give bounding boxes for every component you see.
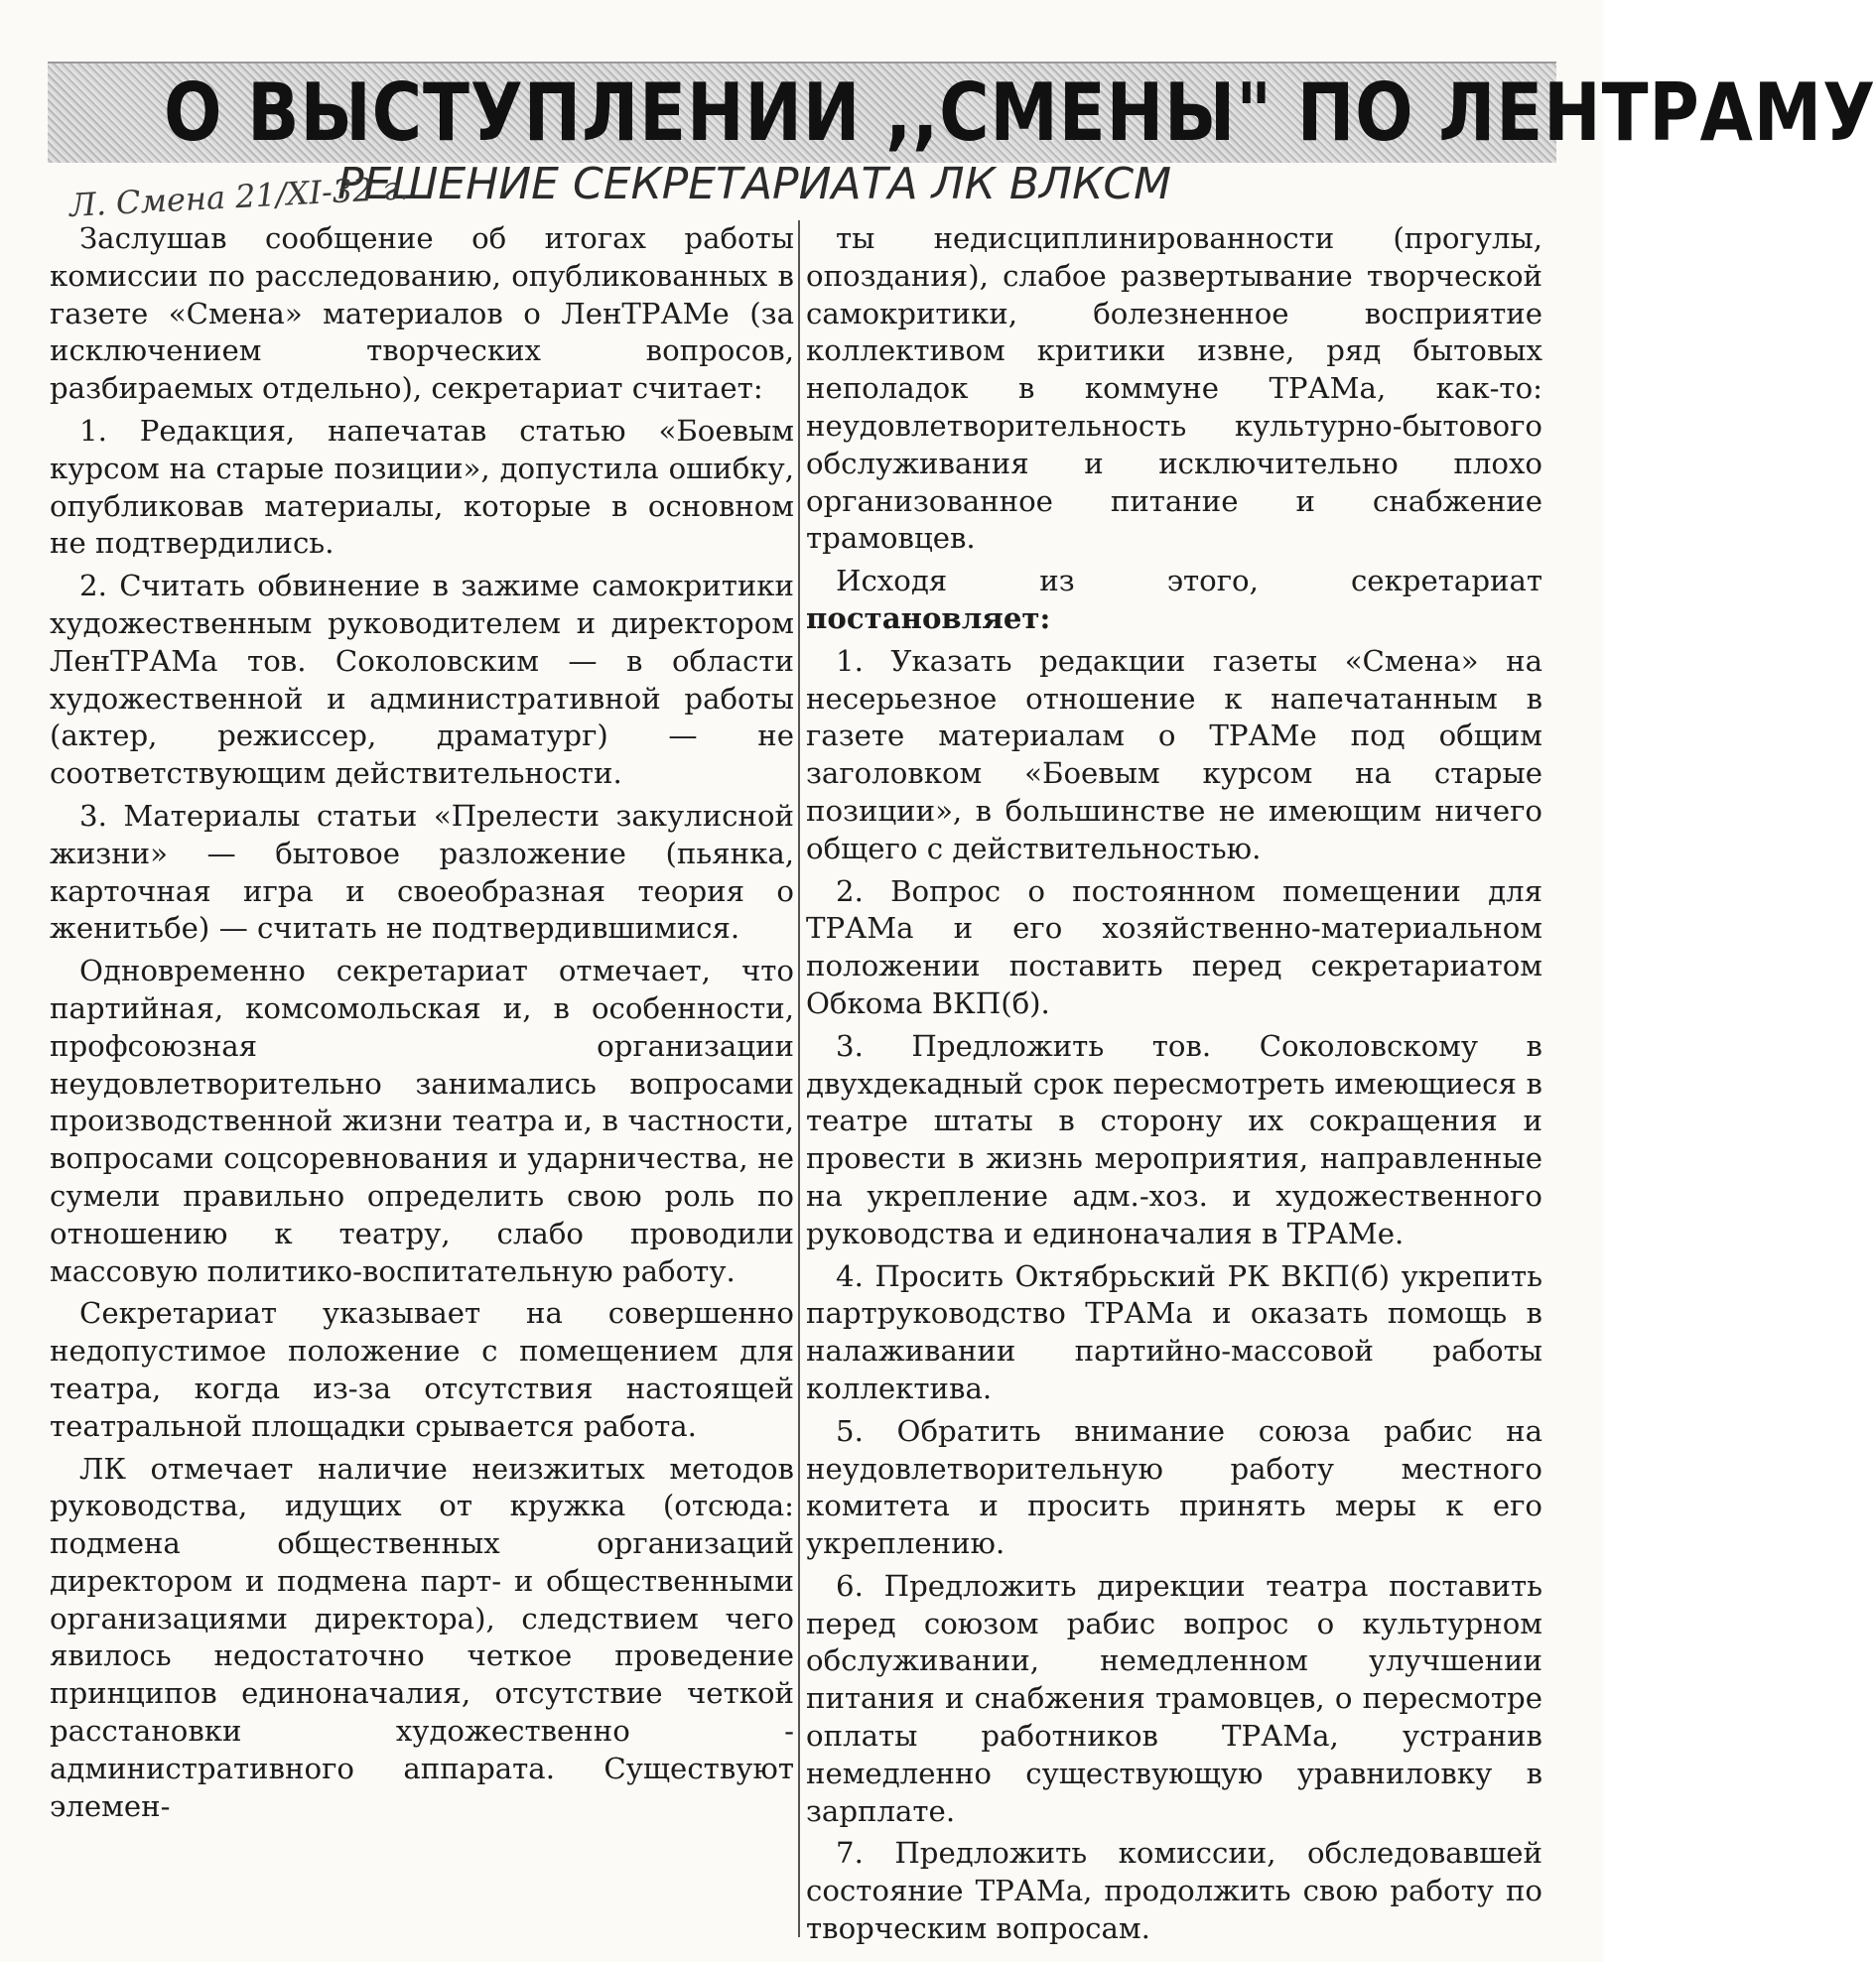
- paragraph: [806, 563, 1542, 638]
- paragraph: Секретариат указывает на совершенно недопустимое положение с помещением для театра, когда из-за отсутствия настоящей театральной площадки срывается работа.: [50, 1296, 794, 1443]
- paragraph: 5. Обратить внимание союза рабис на неудовлетворительную работу местного комитета и просить принять меры к его укреплению.: [806, 1413, 1542, 1561]
- paragraph-bold: постановляет:: [806, 600, 1051, 635]
- paragraph: ЛК отмечает наличие неизжитых методов руководства, идущих от кружка (отсюда: подмена общественных организаций директором и подмена парт- и общественными организациями директора), следствием чего явилось недостаточно четкое проведение принципов единоначалия, отсутствие четкой расстановки художественно - административного аппарата. Существуют элемен-: [50, 1451, 794, 1823]
- paragraph: 1. Редакция, напечатав статью «Боевым курсом на старые позиции», допустила ошибку, опубликовав материалы, которые в основном не подтвердились.: [50, 413, 794, 561]
- paragraph: Одновременно секретариат отмечает, что партийная, комсомольская и, в особенности, профсоюзная организации неудовлетворительно занимались вопросами производственной жизни театра и, в частности, вопросами соцсоревнования и ударничества, не сумели правильно определить свою роль по отношению к театру, слабо проводили массовую политико-воспитательную работу.: [50, 954, 794, 1288]
- article-subheadline: РЕШЕНИЕ СЕКРЕТАРИАТА ЛК ВЛКСМ: [337, 159, 1172, 209]
- paragraph: 2. Считать обвинение в зажиме самокритики художественным руководителем и директором ЛенТРАМа тов. Соколовским — в области художественной и административной работы (актер, режиссер, драматург) — не соответствующим действительности.: [50, 569, 794, 791]
- right-column: [806, 220, 1542, 1946]
- paragraph: 2. Вопрос о постоянном помещении для ТРАМа и его хозяйственно-материальном положении поставить перед секретариатом Обкома ВКП(б).: [806, 873, 1542, 1020]
- left-column: [50, 220, 794, 1937]
- paragraph: Заслушав сообщение об итогах работы комиссии по расследованию, опубликованных в газете «Смена» материалов о ЛенТРАМе (за исключением творческих вопросов, разбираемых отдельно), секретариат считает:: [50, 221, 794, 406]
- article-headline: О ВЫСТУПЛЕНИИ ,,СМЕНЫ" ПО ЛЕНТРАМУ: [164, 66, 1876, 159]
- paragraph: ты недисциплинированности (прогулы, опоздания), слабое развертывание творческой самокритики, болезненное восприятие коллективом критики извне, ряд бытовых неполадок в коммуне ТРАМа, как-то: неудовлетворительность культурно-бытового обслуживания и исключительно плохо организованное питание и снабжение трамовцев.: [806, 221, 1542, 556]
- paragraph: 3. Предложить тов. Соколовскому в двухдекадный срок пересмотреть имеющиеся в театре штаты в сторону их сокращения и провести в жизнь мероприятия, направленные на укрепление адм.-хоз. и художественного руководства и единоначалия в ТРАМе.: [806, 1028, 1542, 1250]
- paragraph: 3. Материалы статьи «Прелести закулисной жизни» — бытовое разложение (пьянка, карточная игра и своеобразная теория о женитьбе) — считать не подтвердившимися.: [50, 798, 794, 946]
- column-divider: [798, 220, 800, 1937]
- handwritten-note: Л. Смена 21/XI-32 г.: [68, 169, 410, 224]
- paragraph: 6. Предложить дирекции театра поставить перед союзом рабис вопрос о культурном обслуживании, немедленном улучшении питания и снабжения трамовцев, о пересмотре оплаты работников ТРАМа, устранив немедленно существующую уравниловку в зарплате.: [806, 1568, 1542, 1828]
- paragraph: 7. Предложить комиссии, обследовавшей состояние ТРАМа, продолжить свою работу по творческим вопросам.: [806, 1836, 1542, 1946]
- paragraph: 4. Просить Октябрьский РК ВКП(б) укрепить партруководство ТРАМа и оказать помощь в налаживании партийно-массовой работы коллектива.: [806, 1258, 1542, 1405]
- paragraph: 1. Указать редакции газеты «Смена» на несерьезное отношение к напечатанным в газете материалам о ТРАМе под общим заголовком «Боевым курсом на старые позиции», в большинстве не имеющим ничего общего с действительностью.: [806, 643, 1542, 865]
- paragraph-lead: Исходя из этого, секретариат: [836, 564, 1542, 598]
